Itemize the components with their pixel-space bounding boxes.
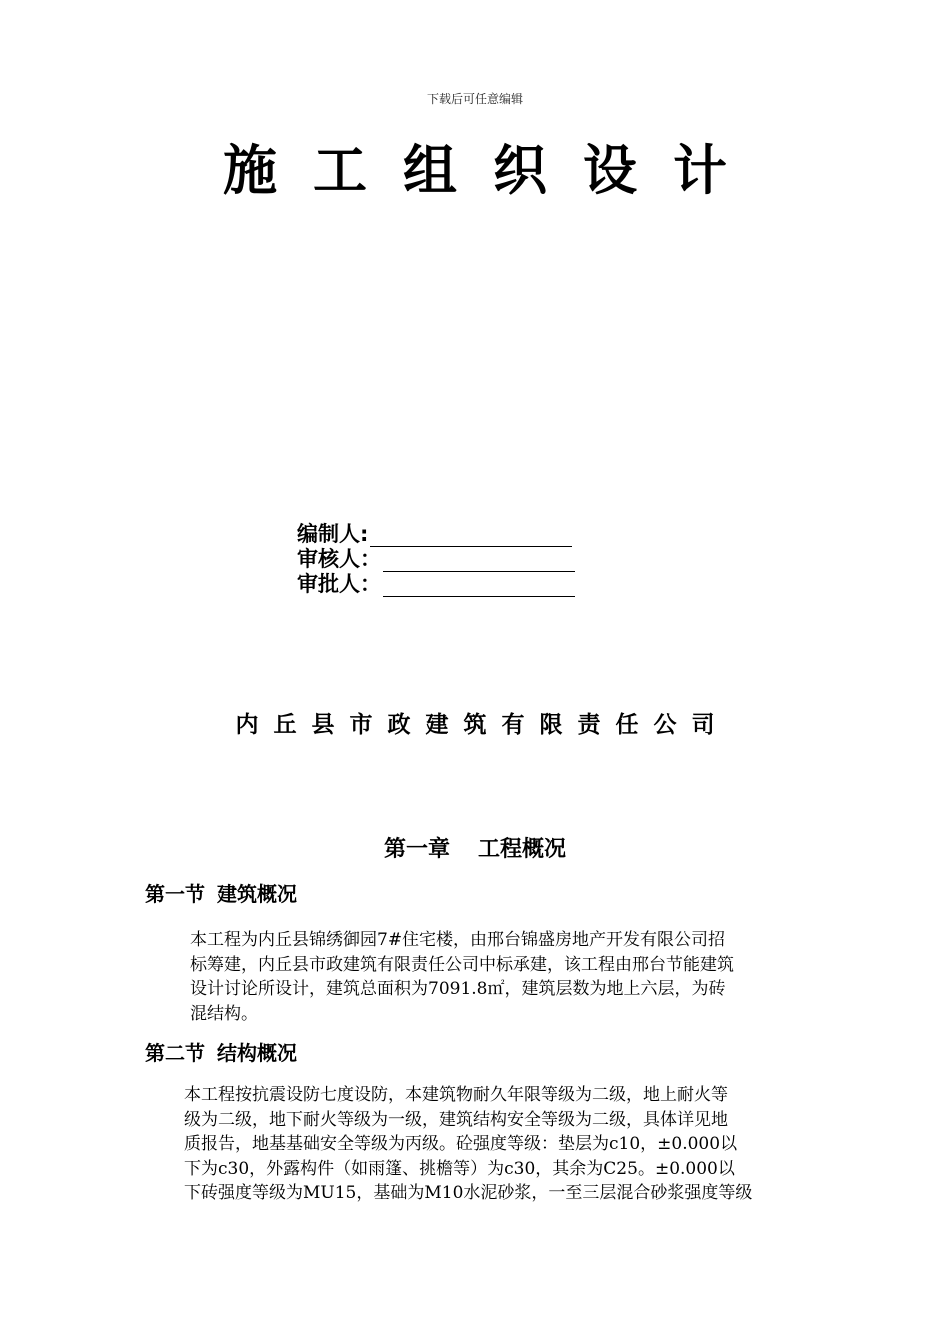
section-2-title: 结构概况 [217,1041,297,1065]
paragraph-line: 质报告，地基基础安全等级为丙级。砼强度等级：垫层为c10，±0.000以 [184,1134,738,1154]
approver-signature-line [383,576,575,597]
paragraph-line: 下砖强度等级为MU15，基础为M10水泥砂浆，一至三层混合砂浆强度等级 [184,1183,753,1203]
signature-block [297,522,575,597]
section-2-number: 第二节 [145,1041,205,1065]
company-name: 内丘县市政建筑有限责任公司 [235,712,730,738]
reviewer-label: 审核人： [297,547,381,571]
paragraph-line: 下为c30，外露构件（如雨篷、挑檐等）为c30，其余为C25。±0.000以 [184,1158,735,1179]
signature-row-reviewer [297,547,575,572]
chapter-title: 工程概况 [478,837,567,862]
paragraph-line: 本工程为内丘县锦绣御园7#住宅楼，由邢台锦盛房地产开发有限公司招 [190,930,726,950]
paragraph-line: 标筹建，内丘县市政建筑有限责任公司中标承建，该工程由邢台节能建筑 [190,954,734,975]
section-heading-2 [145,1037,297,1066]
approver-label: 审批人： [297,572,381,596]
document-title: 施工组织设计 [223,139,763,202]
reviewer-signature-line [383,551,575,572]
paragraph-line: 设计讨论所设计，建筑总面积为7091.8㎡，建筑层数为地上六层，为砖 [190,979,726,999]
chapter-heading [0,832,950,863]
editor-signature-line [370,526,572,547]
header-note: 下载后可任意编辑 [426,92,523,106]
section-1-number: 第一节 [145,882,205,906]
signature-row-editor [297,522,575,547]
section-heading-1 [145,878,297,907]
paragraph-line: 混结构。 [190,1003,258,1024]
editor-label: 编制人: [297,522,369,546]
paragraph-line: 本工程按抗震设防七度设防，本建筑物耐久年限等级为二级，地上耐火等 [184,1085,728,1105]
signature-row-approver [297,572,575,597]
chapter-number: 第一章 [383,837,450,862]
section-1-paragraph [190,928,734,1026]
section-2-paragraph [184,1083,752,1206]
paragraph-line: 级为二级，地下耐火等级为一级，建筑结构安全等级为二级，具体详见地 [184,1109,728,1130]
section-1-title: 建筑概况 [217,882,297,906]
